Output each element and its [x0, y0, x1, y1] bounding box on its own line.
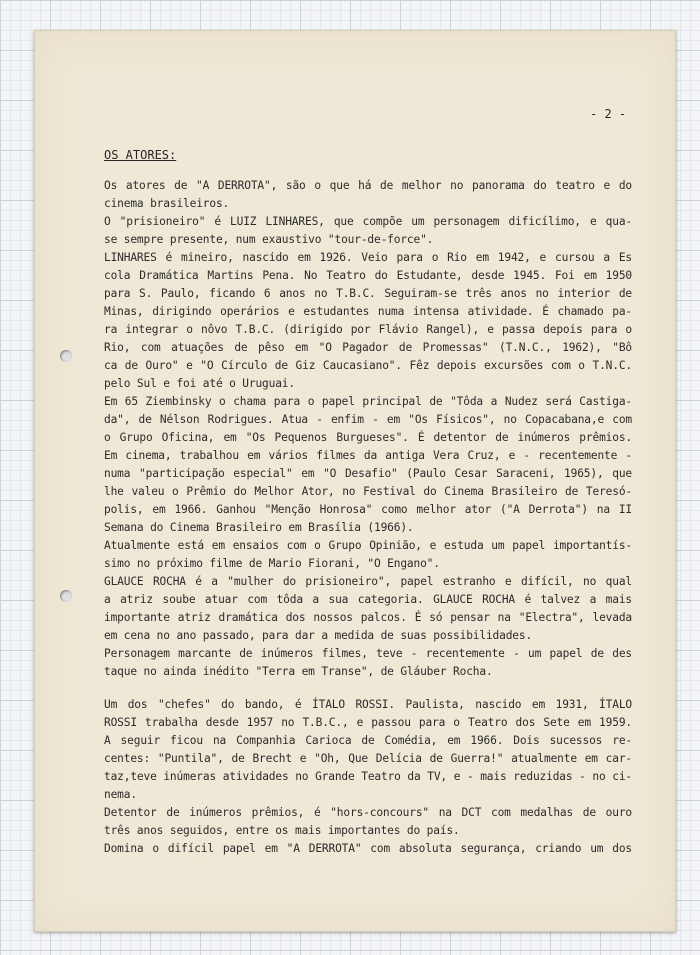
- text-line: em cena no ano passado, para dar a medida de suas possibilidades.: [104, 629, 533, 642]
- text-line: ra integrar o nôvo T.B.C. (dirigido por Flávio Rangel), e passa depois para o: [104, 323, 632, 336]
- text-line: pelo Sul e foi até o Uruguai.: [104, 377, 295, 390]
- text-line: se sempre presente, num exaustivo "tour-de-force".: [104, 233, 434, 246]
- text-line: polis, em 1966. Ganhou "Menção Honrosa" como melhor ator ("A Derrota") na II: [104, 503, 632, 516]
- text-line: Domina o difícil papel em "A DERROTA" com absoluta segurança, criando um dos: [104, 842, 632, 855]
- text-line: ca de Ouro" e "O Círculo de Giz Caucasiano". Fêz depois excursões com o T.N.C.: [104, 359, 632, 372]
- text-line: Personagem marcante de inúmeros filmes, teve - recentemente - um papel de des: [104, 647, 632, 660]
- text-line: para S. Paulo, ficando 6 anos no T.B.C. Seguiram-se três anos no interior de: [104, 287, 632, 300]
- text-line: numa "participação especial" em "O Desafio" (Paulo Cesar Saraceni, 1965), que: [104, 467, 632, 480]
- text-line: centes: "Puntila", de Brecht e "Oh, Que Delícia de Guerra!" atualmente em car-: [104, 752, 632, 765]
- text-line: Um dos "chefes" do bando, é ÍTALO ROSSI. Paulista, nascido em 1931, ÍTALO: [104, 698, 632, 711]
- text-line: ROSSI trabalha desde 1957 no T.B.C., e passou para o Teatro dos Sete em 1959.: [104, 716, 632, 729]
- text-line: da", de Nélson Rodrigues. Atua - enfim - em "Os Físicos", no Copacabana,e com: [104, 413, 632, 426]
- punch-hole: [60, 350, 72, 362]
- section-title: OS ATORES:: [104, 148, 177, 162]
- text-line: a atriz soube atuar com tôda a sua categoria. GLAUCE ROCHA é talvez a mais: [104, 593, 632, 606]
- text-line: Minas, dirigindo operários e estudantes numa intensa atividade. É chamado pa-: [104, 305, 632, 318]
- text-line: taz,teve inúmeras atividades no Grande Teatro da TV, e - mais reduzidas - no ci-: [104, 770, 632, 783]
- text-line: Semana do Cinema Brasileiro em Brasília (1966).: [104, 521, 414, 534]
- text-line: lhe valeu o Prêmio do Melhor Ator, no Festival do Cinema Brasileiro de Teresó-: [104, 485, 632, 498]
- text-line: o Grupo Oficina, em "Os Pequenos Burgueses". É detentor de inúmeros prêmios.: [104, 431, 632, 444]
- text-line: O "prisioneiro" é LUIZ LINHARES, que compõe um personagem dificílimo, e qua-: [104, 215, 632, 228]
- text-line: taque no ainda inédito "Terra em Transe", de Gláuber Rocha.: [104, 665, 493, 678]
- text-line: importante atriz dramática dos nossos palcos. É só pensar na "Electra", levada: [104, 611, 632, 624]
- text-line: simo no próximo filme de Mario Fiorani, "O Engano".: [104, 557, 440, 570]
- text-line: três anos seguidos, entre os mais importantes do país.: [104, 824, 460, 837]
- text-line: Em 65 Ziembinsky o chama para o papel principal de "Tôda a Nudez será Castiga-: [104, 395, 632, 408]
- text-line: Em cinema, trabalhou em vários filmes da antiga Vera Cruz, e - recentemente -: [104, 449, 632, 462]
- text-line: LINHARES é mineiro, nascido em 1926. Veio para o Rio em 1942, e cursou a Es: [104, 251, 632, 264]
- text-line: A seguir ficou na Companhia Carioca de Comédia, em 1966. Dois sucessos re-: [104, 734, 632, 747]
- text-line: cinema brasileiros.: [104, 197, 230, 210]
- text-line: GLAUCE ROCHA é a "mulher do prisioneiro", papel estranho e difícil, no qual: [104, 575, 632, 588]
- text-line: Os atores de "A DERROTA", são o que há de melhor no panorama do teatro e do: [104, 179, 632, 192]
- punch-hole: [60, 590, 72, 602]
- text-line: nema.: [104, 788, 137, 801]
- page-number: - 2 -: [590, 107, 627, 121]
- text-line: Detentor de inúmeros prêmios, é "hors-concours" na DCT com medalhas de ouro: [104, 806, 632, 819]
- text-line: cola Dramática Martins Pena. No Teatro do Estudante, desde 1945. Foi em 1950: [104, 269, 632, 282]
- text-line: Rio, com atuações de pêso em "O Pagador de Promessas" (T.N.C., 1962), "Bô: [104, 341, 632, 354]
- text-line: Atualmente está em ensaios com o Grupo Opinião, e estuda um papel importantís-: [104, 539, 632, 552]
